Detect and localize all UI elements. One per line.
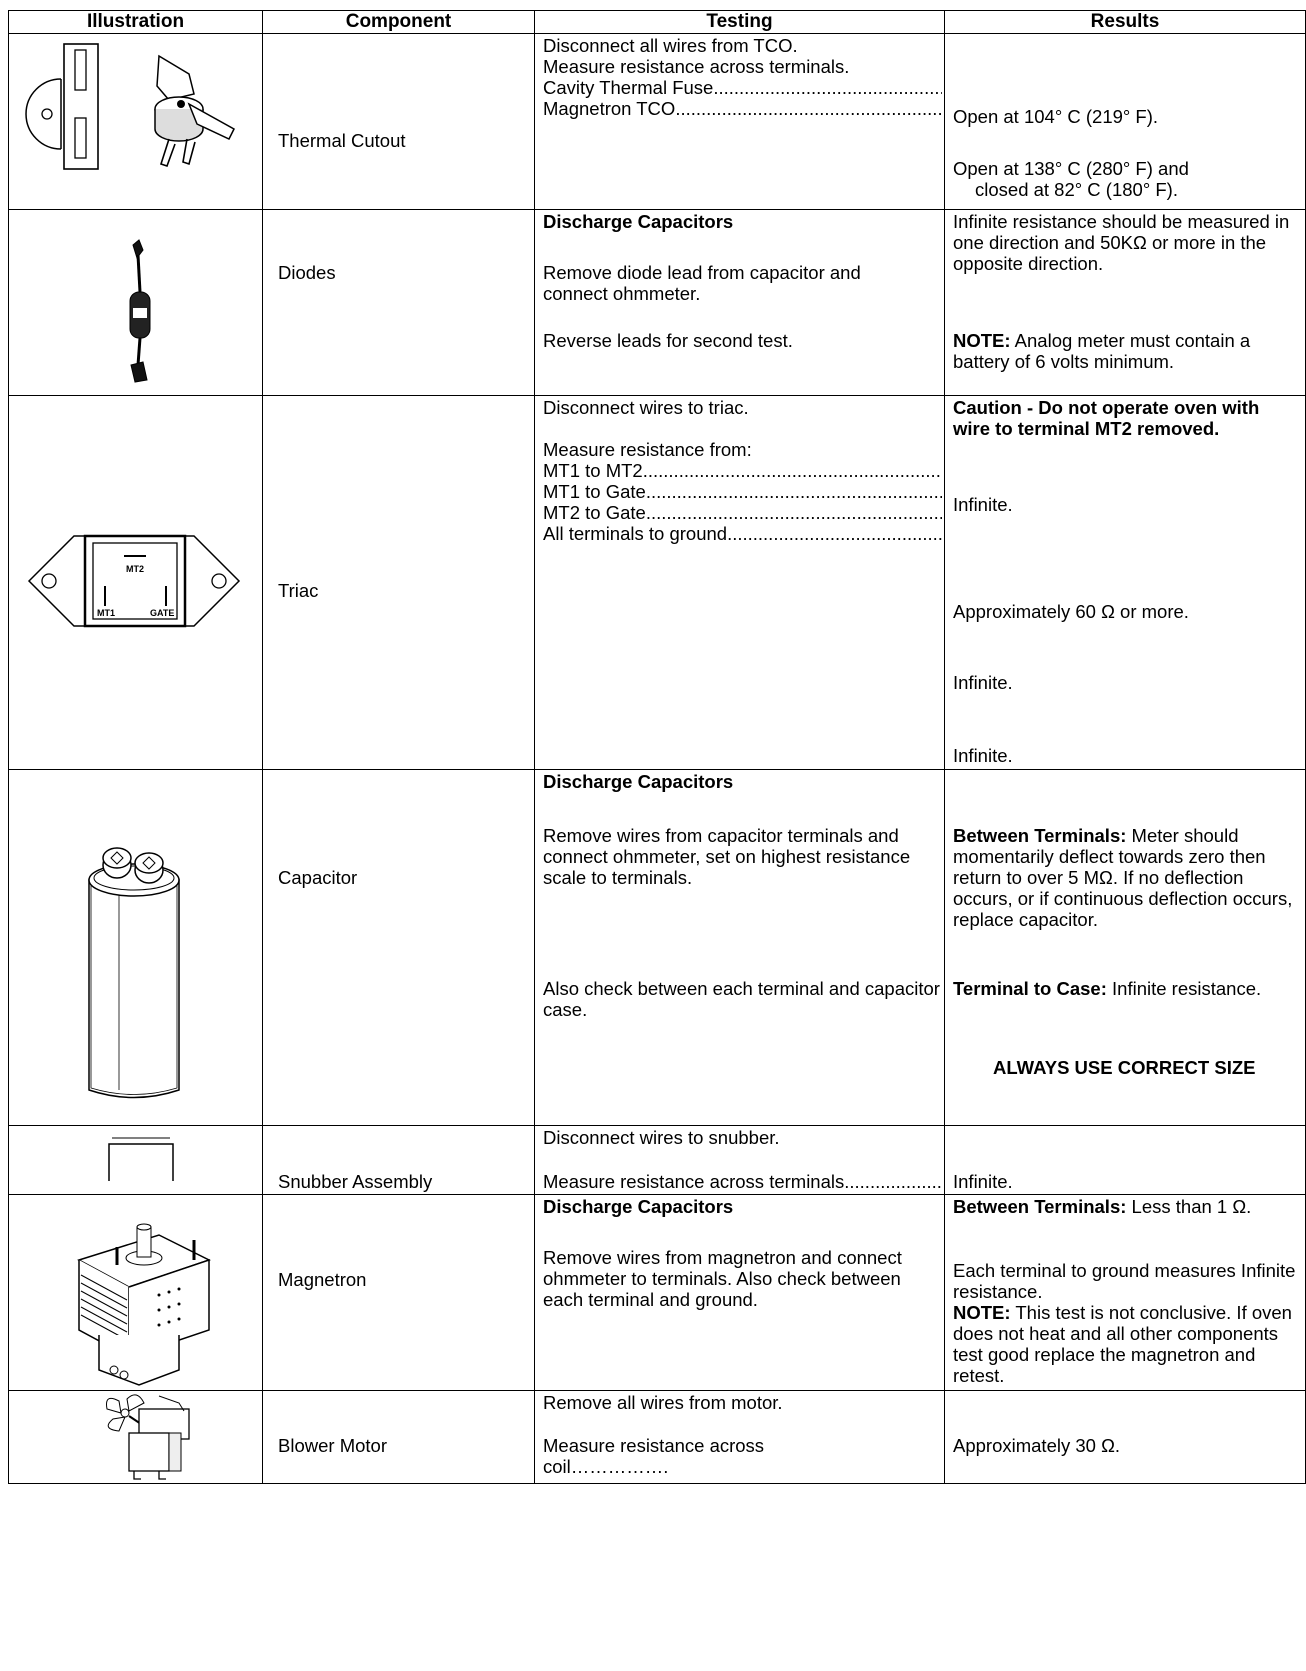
- blower-motor-illustration: [9, 1391, 263, 1483]
- component-cell: [263, 1391, 535, 1484]
- result-note: [953, 1302, 1301, 1386]
- always-use-correct-size: ALWAYS USE CORRECT SIZE: [993, 1057, 1256, 1078]
- between-terminals-text: Meter should momentarily deflect towards zero then return to over 5 MΩ. If no deflection occurs, or if continuous deflection occurs, replace capacitor.: [953, 825, 1293, 930]
- table-row: [9, 396, 1306, 770]
- triac-mt2-label: MT2: [126, 564, 144, 574]
- result-note: [953, 330, 1301, 372]
- illustration-cell: [9, 1391, 263, 1484]
- component-name: Snubber Assembly: [278, 1171, 433, 1192]
- result-text: Infinite.: [953, 1171, 1013, 1192]
- component-cell: [263, 34, 535, 210]
- table-row: [9, 1126, 1306, 1195]
- component-name: Capacitor: [278, 867, 358, 888]
- component-testing-table: [8, 10, 1306, 1484]
- result-text: [953, 825, 1301, 930]
- leader-label: All terminals to ground: [543, 523, 728, 544]
- testing-cell: [535, 1391, 945, 1484]
- testing-text: Disconnect wires to triac.: [543, 397, 749, 418]
- result-text: Infinite.: [953, 672, 1013, 693]
- component-cell: [263, 396, 535, 770]
- illustration-cell: [9, 1126, 263, 1195]
- table-row: [9, 1195, 1306, 1391]
- note-label: NOTE:: [953, 330, 1011, 351]
- component-cell: [263, 210, 535, 396]
- triac-illustration: [9, 396, 263, 769]
- testing-text: Disconnect wires to snubber.: [543, 1127, 780, 1148]
- header-testing: Testing: [535, 11, 945, 34]
- testing-cell: [535, 396, 945, 770]
- illustration-cell: [9, 210, 263, 396]
- triac-mt1-label: MT1: [97, 608, 115, 618]
- testing-cell: [535, 210, 945, 396]
- results-cell: [945, 770, 1306, 1126]
- note-text: Analog meter must contain a battery of 6 volts minimum.: [953, 330, 1251, 372]
- caution-text: Caution - Do not operate oven with wire to terminal MT2 removed.: [953, 397, 1260, 439]
- result-text: Each terminal to ground measures Infinite resistance.: [953, 1260, 1296, 1302]
- leader-label: MT2 to Gate: [543, 502, 646, 523]
- illustration-cell: [9, 1195, 263, 1391]
- result-text: [953, 978, 1301, 999]
- table-row: [9, 770, 1306, 1126]
- between-terminals-label: Between Terminals:: [953, 825, 1127, 846]
- component-cell: [263, 770, 535, 1126]
- header-illustration: Illustration: [9, 11, 263, 34]
- leader-dots: [643, 460, 942, 481]
- note-label: NOTE:: [953, 1302, 1011, 1323]
- results-cell: [945, 1195, 1306, 1391]
- testing-leader-line: [543, 460, 942, 481]
- testing-text: Measure resistance across terminals.: [543, 56, 850, 77]
- component-name: Magnetron: [278, 1269, 367, 1290]
- component-name: Triac: [278, 580, 319, 601]
- results-cell: [945, 34, 1306, 210]
- testing-bold-heading: Discharge Capacitors: [543, 1196, 734, 1217]
- testing-leader-line: [543, 1171, 942, 1192]
- component-cell: [263, 1195, 535, 1391]
- testing-cell: [535, 1195, 945, 1391]
- result-text: closed at 82° C (180° F).: [975, 179, 1178, 200]
- testing-cell: [535, 770, 945, 1126]
- result-text: Approximately 30 Ω.: [953, 1435, 1121, 1456]
- testing-bold-heading: Discharge Capacitors: [543, 771, 734, 792]
- result-text: Approximately 60 Ω or more.: [953, 601, 1189, 622]
- leader-label: Measure resistance across terminals: [543, 1171, 845, 1192]
- illustration-cell: [9, 396, 263, 770]
- testing-leader-line: [543, 523, 942, 544]
- capacitor-illustration: [9, 770, 263, 1125]
- leader-label: MT1 to Gate: [543, 481, 646, 502]
- leader-dots: [646, 502, 942, 523]
- component-name: Thermal Cutout: [278, 130, 406, 151]
- testing-cell: [535, 1126, 945, 1195]
- testing-text: Also check between each terminal and capacitor case.: [543, 978, 940, 1020]
- results-cell: [945, 396, 1306, 770]
- header-row: [9, 11, 1306, 34]
- result-text: Open at 138° C (280° F) and: [953, 158, 1189, 179]
- testing-text: Remove wires from magnetron and connect ohmmeter to terminals. Also check between each terminal and ground.: [543, 1247, 902, 1310]
- between-terminals-label: Between Terminals:: [953, 1196, 1127, 1217]
- header-component: Component: [263, 11, 535, 34]
- thermal-cutout-illustration: [9, 34, 263, 209]
- results-cell: [945, 210, 1306, 396]
- between-terminals-text: Less than 1 Ω.: [1126, 1196, 1252, 1217]
- testing-leader-line: [543, 502, 942, 523]
- table-row: [9, 1391, 1306, 1484]
- testing-text: Measure resistance from:: [543, 439, 752, 460]
- terminal-to-case-label: Terminal to Case:: [953, 978, 1107, 999]
- testing-leader-line: [543, 481, 942, 502]
- result-text: Infinite.: [953, 745, 1013, 766]
- testing-text: Reverse leads for second test.: [543, 330, 793, 351]
- testing-text: Remove diode lead from capacitor and connect ohmmeter.: [543, 262, 861, 304]
- results-cell: [945, 1391, 1306, 1484]
- diode-illustration: [9, 210, 263, 395]
- leader-dots: [646, 481, 942, 502]
- result-text: Open at 104° C (219° F).: [953, 106, 1159, 127]
- component-name: Diodes: [278, 262, 336, 283]
- result-text: Infinite resistance should be measured in one direction and 50KΩ or more in the opposite direction.: [953, 211, 1290, 274]
- note-text: This test is not conclusive. If oven does not heat and all other components test good replace the magnetron and retest.: [953, 1302, 1292, 1386]
- snubber-illustration: [9, 1126, 263, 1194]
- leader-dots: [844, 1171, 942, 1192]
- illustration-cell: [9, 770, 263, 1126]
- result-text: Infinite.: [953, 494, 1013, 515]
- magnetron-illustration: [9, 1195, 263, 1390]
- leader-label: MT1 to MT2: [543, 460, 643, 481]
- testing-leader-line: [543, 77, 942, 98]
- component-cell: [263, 1126, 535, 1195]
- testing-text: Remove wires from capacitor terminals and connect ohmmeter, set on highest resistance scale to terminals.: [543, 825, 911, 888]
- testing-text: coil…………….: [543, 1456, 669, 1477]
- testing-text: Remove all wires from motor.: [543, 1392, 783, 1413]
- component-name: Blower Motor: [278, 1435, 387, 1456]
- leader-label: Magnetron TCO: [543, 98, 676, 119]
- terminal-to-case-text: Infinite resistance.: [1106, 978, 1262, 999]
- table-row: [9, 34, 1306, 210]
- result-text: [953, 1196, 1301, 1217]
- illustration-cell: [9, 34, 263, 210]
- testing-bold-heading: Discharge Capacitors: [543, 211, 734, 232]
- leader-label: Cavity Thermal Fuse: [543, 77, 714, 98]
- testing-cell: [535, 34, 945, 210]
- testing-text: Disconnect all wires from TCO.: [543, 35, 798, 56]
- testing-leader-line: [543, 98, 942, 119]
- leader-dots: [727, 523, 942, 544]
- leader-dots: [675, 98, 942, 119]
- header-results: Results: [945, 11, 1306, 34]
- testing-text: Measure resistance across: [543, 1435, 765, 1456]
- table-row: [9, 210, 1306, 396]
- leader-dots: [713, 77, 942, 98]
- triac-gate-label: GATE: [150, 608, 175, 618]
- results-cell: [945, 1126, 1306, 1195]
